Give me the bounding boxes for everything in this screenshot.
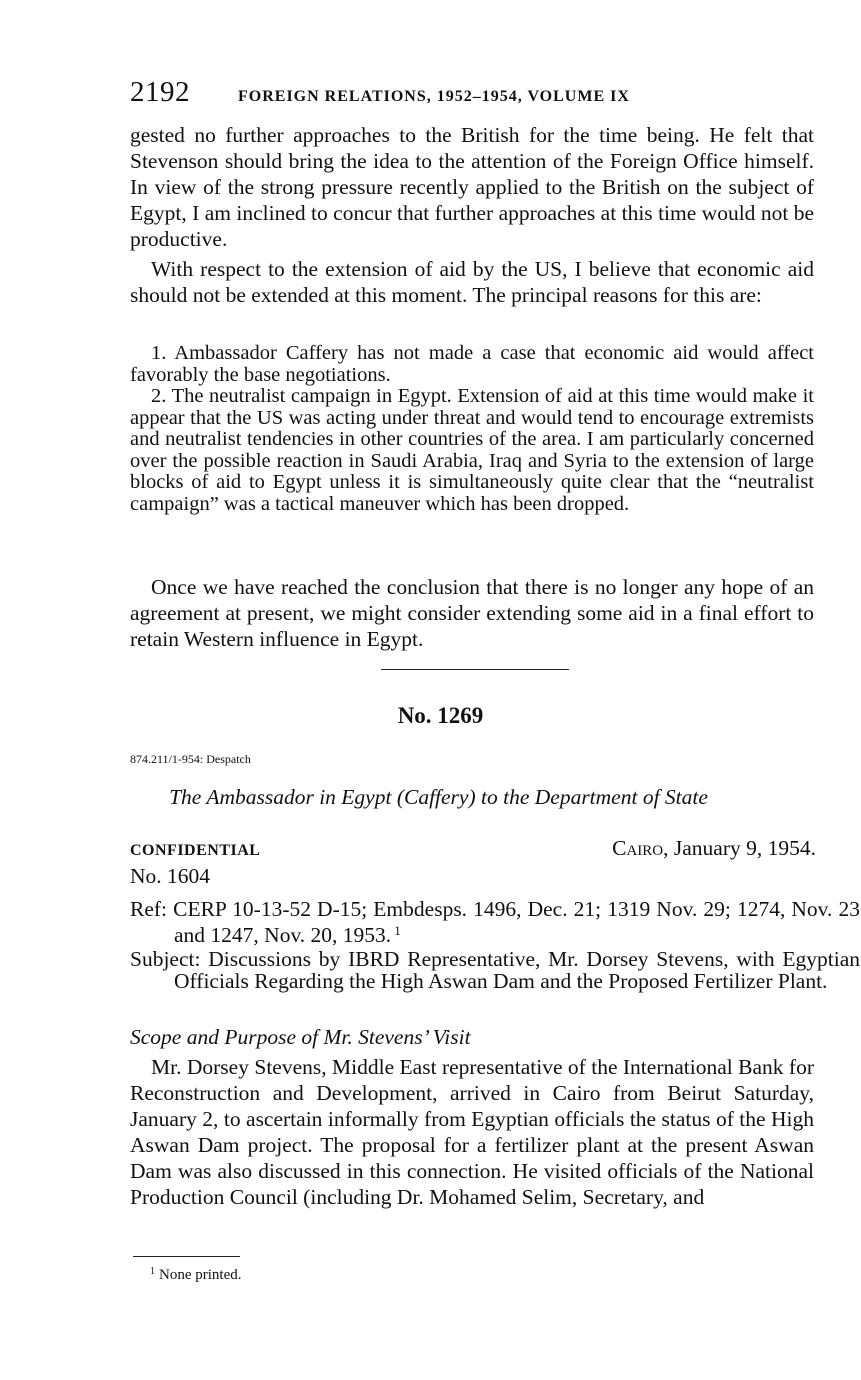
file-reference: 874.211/1-954: Despatch — [130, 752, 251, 766]
subject-line: Subject: Discussions by IBRD Representative, Mr. Dorsey Stevens, with Egyptian Officials Regarding the High Aswan Dam and the Proposed Fertilizer Plant. — [130, 947, 860, 993]
dateline-date: January 9, 1954. — [673, 836, 816, 860]
conclusion-paragraph: Once we have reached the conclusion that there is no longer any hope of an agreement at present, we might consider extending some aid in a final effort to retain Western influence in Egypt. — [130, 575, 814, 651]
continued-paragraph: gested no further approaches to the British for the time being. He felt that Stevenson should bring the idea to the attention of the Foreign Office himself. In view of the strong pressure recently applied to the British on the subject of Egypt, I am inclined to concur that further approaches at this time would not be productive. — [130, 123, 814, 251]
aid-paragraph: With respect to the extension of aid by the US, I believe that economic aid should not be extended at this moment. The principal reasons for this are: — [130, 257, 814, 307]
reference-text: Ref: CERP 10-13-52 D-15; Embdesps. 1496, Dec. 21; 1319 Nov. 29; 1274, Nov. 23 and 1247, Nov. 20, 1953. — [130, 897, 860, 947]
reason-item-2: 2. The neutralist campaign in Egypt. Extension of aid at this time would make it appear that the US was acting under threat and would tend to encourage extremists and neutralist tendencies in other countries of the area. I am particularly concerned over the possible reaction in Saudi Arabia, Iraq and Syria to the extension of large blocks of aid to Egypt unless it is simultaneously quite clear that the “neutralist campaign” was a tactical maneuver which has been dropped. — [130, 385, 814, 515]
dateline-place: Cairo, — [612, 836, 669, 860]
dateline — [612, 836, 816, 861]
reasons-list — [130, 343, 814, 515]
document-title: The Ambassador in Egypt (Caffery) to the Department of State — [169, 785, 708, 809]
footnote-marker: 1 — [394, 923, 401, 938]
footnote-divider — [133, 1256, 240, 1257]
footnote-number: 1 — [150, 1266, 155, 1277]
footnote-text: None printed. — [159, 1267, 242, 1283]
despatch-number: No. 1604 — [130, 864, 211, 888]
running-title: FOREIGN RELATIONS, 1952–1954, VOLUME IX — [238, 88, 630, 105]
footnote — [150, 1266, 241, 1284]
page-number: 2192 — [130, 76, 190, 108]
running-head — [130, 76, 820, 109]
section-divider — [381, 669, 569, 670]
visit-paragraph: Mr. Dorsey Stevens, Middle East representative of the International Bank for Reconstruction and Development, arrived in Cairo from Beirut Saturday, January 2, to ascertain informally from Egyptian officials the status of the High Aswan Dam project. The proposal for a fertilizer plant at the present Aswan Dam was also discussed in this connection. He visited officials of the National Production Council (including Dr. Mohamed Selim, Secretary, and — [130, 1055, 814, 1209]
reason-item-1: 1. Ambassador Caffery has not made a case that economic aid would affect favorably the base negotiations. — [130, 342, 814, 386]
classification-label: CONFIDENTIAL — [130, 842, 261, 859]
section-heading: Scope and Purpose of Mr. Stevens’ Visit — [130, 1025, 471, 1049]
reference-line — [130, 898, 860, 946]
document-number: No. 1269 — [397, 703, 484, 728]
